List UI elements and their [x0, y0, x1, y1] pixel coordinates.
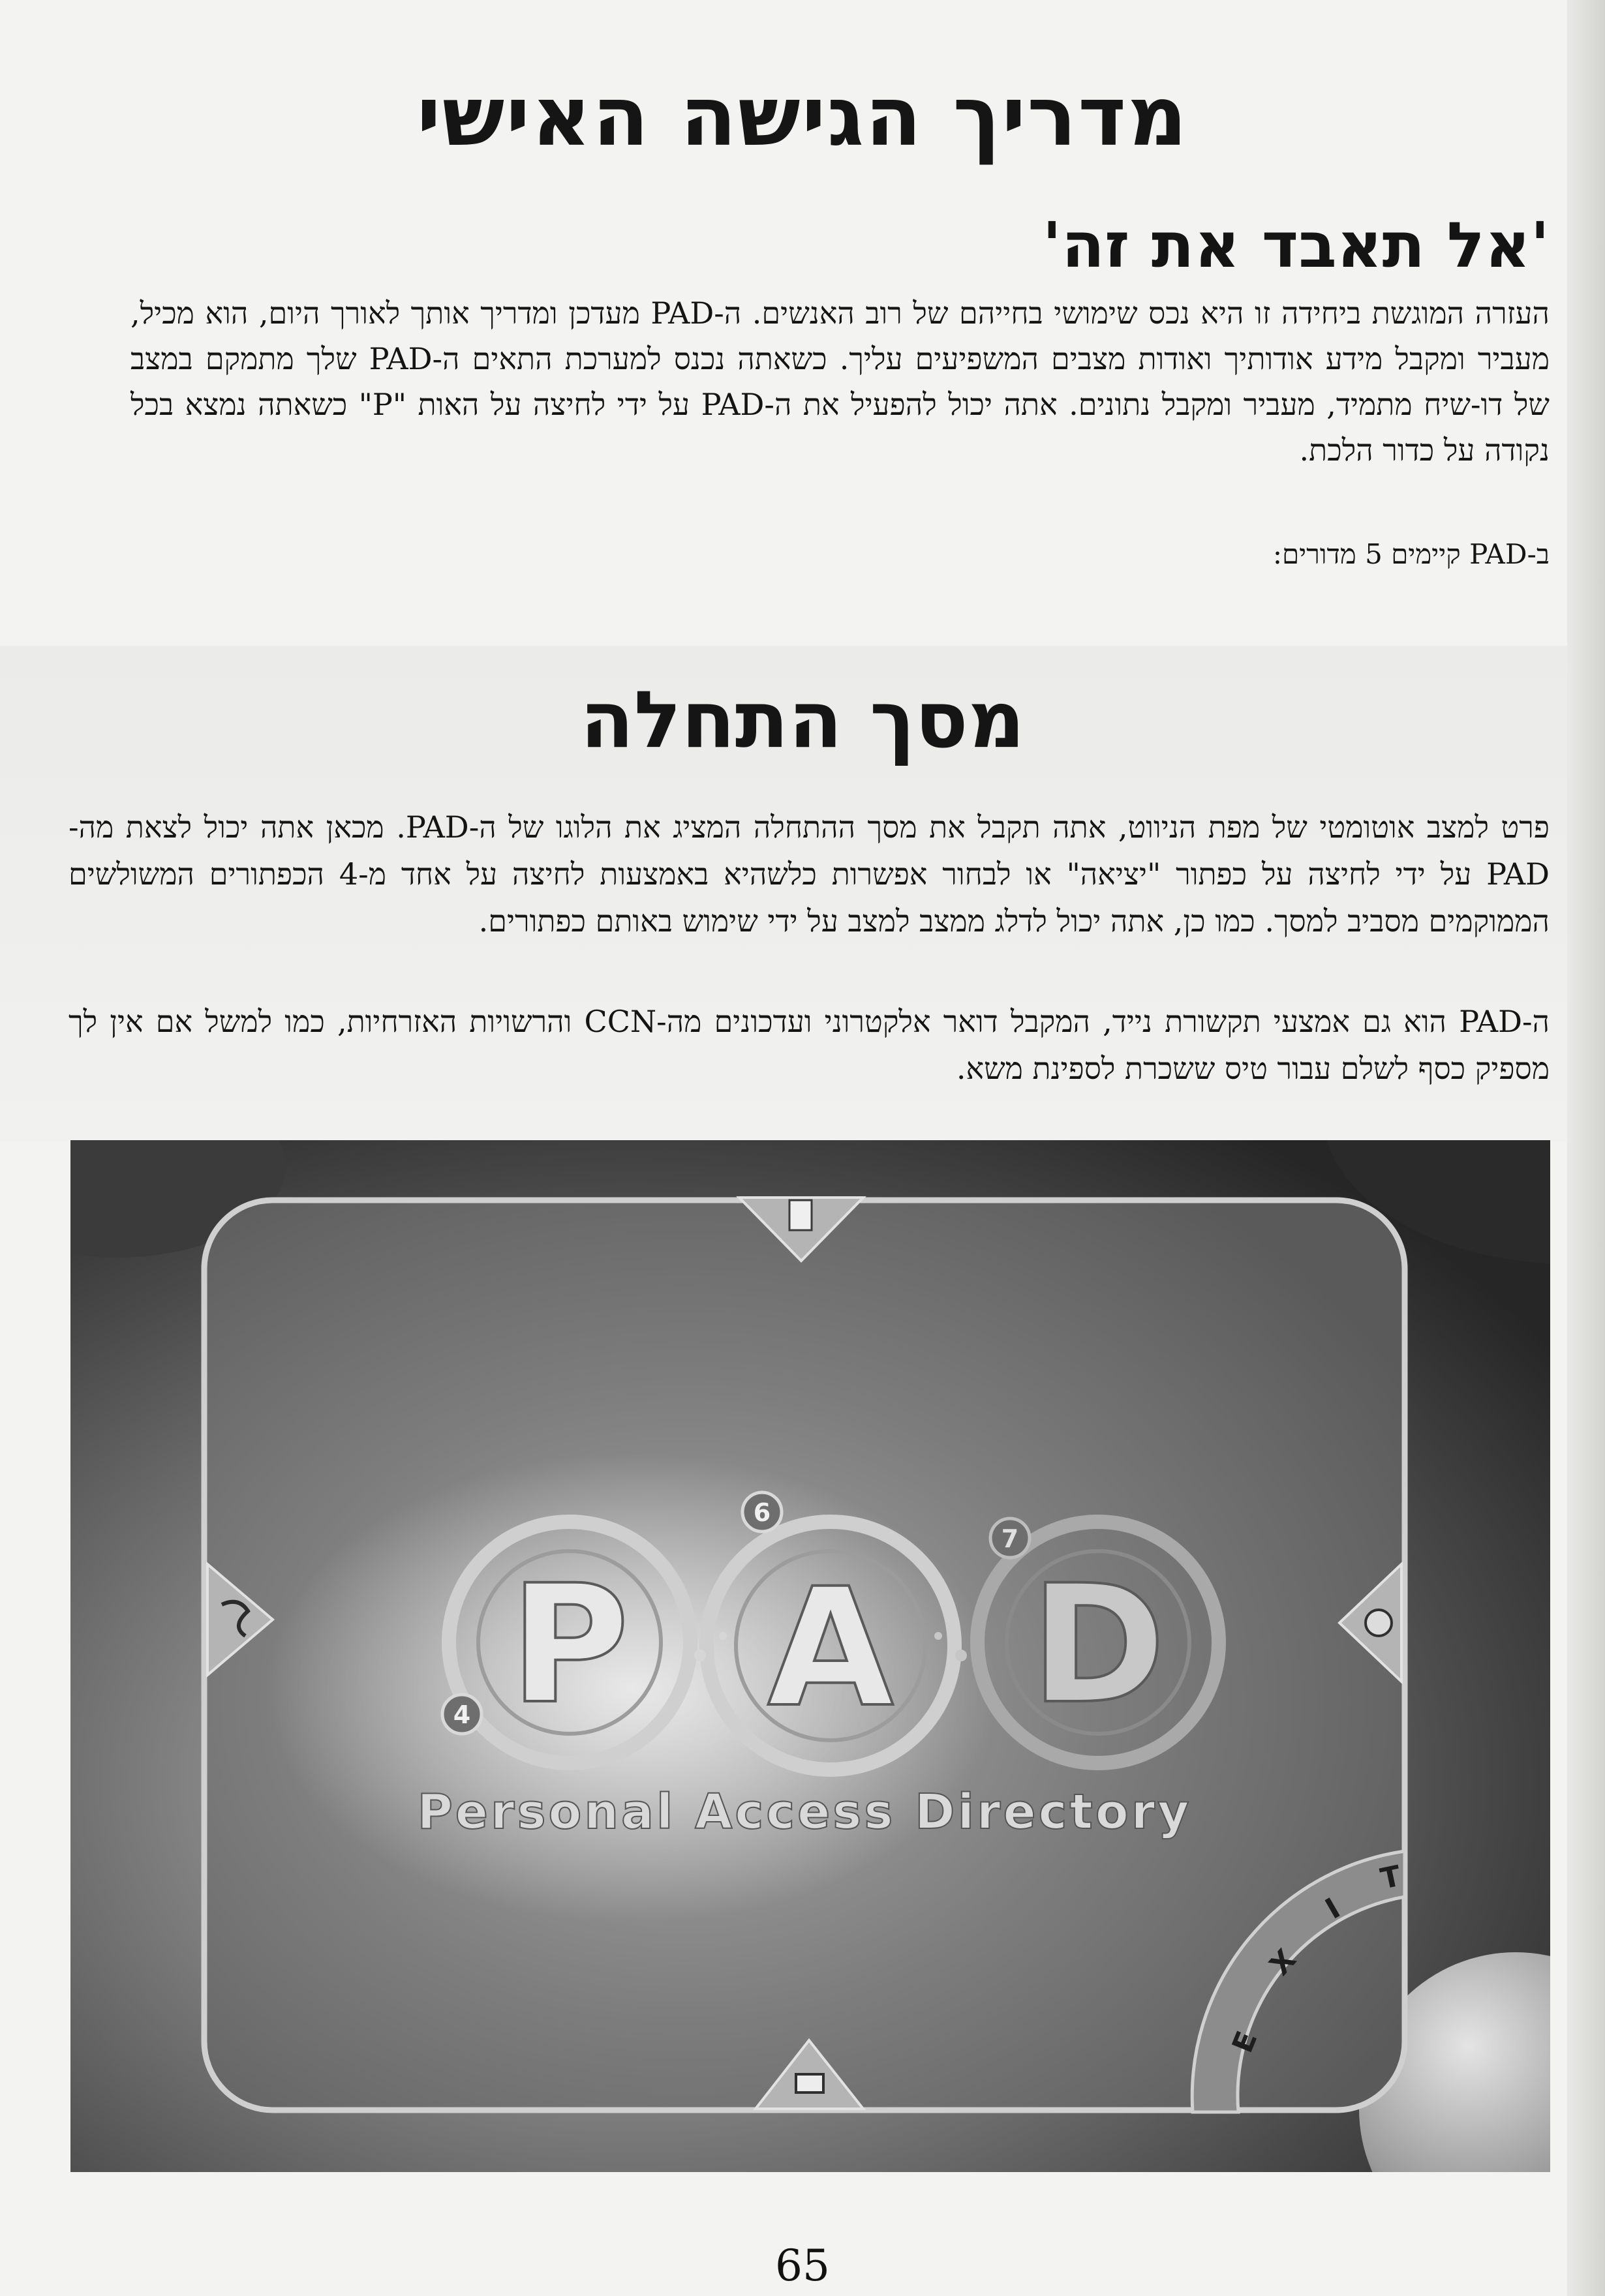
- logo-number-4: 4: [453, 1700, 471, 1729]
- pad-start-screen-screenshot: [70, 1140, 1550, 2172]
- start-screen-heading: מסך התחלה: [580, 675, 1025, 766]
- exit-letter-x: X: [1263, 1943, 1303, 1982]
- emblem-icon: [1366, 1610, 1392, 1636]
- start-paragraph-1: פרט למצב אוטומטי של מפת הניווט, אתה תקבל את מסך ההתחלה המציג את הלוגו של ה-PAD. מכאן אתה יכול לצאת מה-PAD על ידי לחיצה על כפתור "יציאה" או לבחור אפשרות כלשהיא באמצעות לחיצה על אחד מ-4 הכפתורים המשולשים הממוקמים מסביב למסך. כמו כן, אתה יכול לדלג ממצב למצב על ידי שימוש באותם כפתורים.: [69, 809, 1550, 939]
- page-edge: [1567, 0, 1605, 2296]
- page-title: מדריך הגישה האישי: [416, 68, 1189, 164]
- logo-letter-d[interactable]: D: [1030, 1550, 1166, 1740]
- logo-letter-a[interactable]: A: [767, 1553, 894, 1743]
- clipboard-icon: [789, 1200, 812, 1230]
- intro-paragraph: העזרה המוגשת ביחידה זו היא נכס שימושי בחייהם של רוב האנשים. ה-PAD מעדכן ומדריך אותך לאורך היום, הוא מכיל, מעביר ומקבל מידע אודותיך ואודות מצבים המשפיעים עליך. כשאתה נכנס למערכת התאים ה-PAD שלך מתמקם במצב של דו-שיח מתמיד, מעביר ומקבל נתונים. אתה יכול להפעיל את ה-PAD על ידי לחיצה על האות "P" כשאתה נמצא בכל נקודה על כדור הלכת.: [130, 295, 1550, 468]
- section-subtitle: 'אל תאבד את זה': [1042, 209, 1550, 282]
- computer-icon: [796, 2074, 823, 2092]
- logo-number-7: 7: [1001, 1524, 1019, 1553]
- page-number: 65: [775, 2241, 830, 2291]
- logo-letter-p[interactable]: P: [510, 1550, 630, 1740]
- zones-line: ב-PAD קיימים 5 מדורים:: [1272, 538, 1550, 570]
- logo-caption: Personal Access Directory: [417, 1784, 1192, 1840]
- exit-letter-i: I: [1320, 1892, 1346, 1926]
- exit-letter-t: T: [1377, 1859, 1404, 1896]
- exit-letter-e: E: [1225, 2027, 1264, 2058]
- logo-number-6: 6: [753, 1498, 771, 1527]
- start-paragraph-2: ה-PAD הוא גם אמצעי תקשורת נייד, המקבל דואר אלקטרוני ועדכונים מה-CCN והרשויות האזרחיות, כמו למשל אם אין לך מספיק כסף לשלם עבור טיס ששכרת לספינת משא.: [69, 1004, 1550, 1086]
